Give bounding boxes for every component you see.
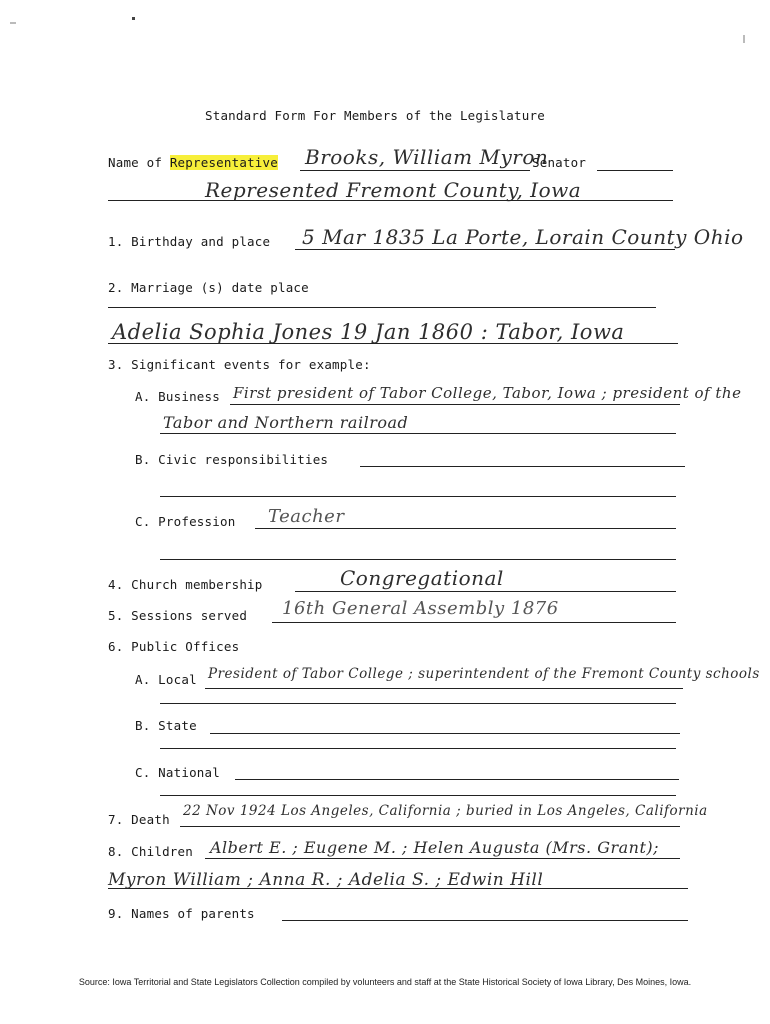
- parents-line: [282, 920, 688, 921]
- sessions-value: 16th General Assembly 1876: [282, 598, 559, 619]
- birthday-value: 5 Mar 1835 La Porte, Lorain County Ohio: [302, 225, 744, 249]
- civic-label: B. Civic responsibilities: [135, 452, 329, 467]
- children-value-2: Myron William ; Anna R. ; Adelia S. ; Edwin Hill: [108, 870, 544, 890]
- church-line: [295, 591, 676, 592]
- church-value: Congregational: [340, 566, 504, 590]
- national-label: C. National: [135, 765, 220, 780]
- local-line-2: [160, 703, 676, 704]
- scan-speck: [10, 22, 16, 24]
- marriage-label: 2. Marriage (s) date place: [108, 280, 309, 295]
- marriage-line: [108, 343, 678, 344]
- civic-line-2: [160, 496, 676, 497]
- profession-line-2: [160, 559, 676, 560]
- represented-line: [108, 200, 673, 201]
- children-value-1: Albert E. ; Eugene M. ; Helen Augusta (Mrs. Grant);: [210, 838, 660, 857]
- representative-label: Representative: [169, 155, 278, 170]
- profession-line-1: [255, 528, 676, 529]
- state-line-1: [210, 733, 680, 734]
- profession-value: Teacher: [268, 506, 345, 527]
- children-line-1: [205, 858, 680, 859]
- civic-line-1: [360, 466, 685, 467]
- name-line: [300, 170, 530, 171]
- birthday-line: [295, 249, 675, 250]
- sessions-label: 5. Sessions served: [108, 608, 248, 623]
- state-label: B. State: [135, 718, 197, 733]
- represented-text: Represented Fremont County, Iowa: [205, 178, 582, 202]
- church-label: 4. Church membership: [108, 577, 263, 592]
- parents-label: 9. Names of parents: [108, 906, 255, 921]
- business-line-2: [160, 433, 676, 434]
- scan-speck: [743, 35, 745, 43]
- senator-line: [597, 170, 673, 171]
- national-line-2: [160, 795, 676, 796]
- children-line-2: [108, 888, 688, 889]
- death-line: [180, 826, 680, 827]
- senator-label: Senator: [532, 155, 587, 170]
- representative-name: Brooks, William Myron: [305, 145, 549, 169]
- marriage-value: Adelia Sophia Jones 19 Jan 1860 : Tabor, Iowa: [112, 320, 625, 344]
- profession-label: C. Profession: [135, 514, 236, 529]
- local-label: A. Local: [135, 672, 197, 687]
- business-label: A. Business: [135, 389, 220, 404]
- public-offices-label: 6. Public Offices: [108, 639, 240, 654]
- business-line-1: [230, 404, 680, 405]
- state-line-2: [160, 748, 676, 749]
- children-label: 8. Children: [108, 844, 193, 859]
- name-of-text: Name of: [108, 155, 163, 170]
- local-line-1: [205, 688, 683, 689]
- form-title: Standard Form For Members of the Legislature: [205, 108, 545, 123]
- business-value-2: Tabor and Northern railroad: [163, 413, 409, 432]
- scan-speck: [132, 17, 135, 20]
- death-value: 22 Nov 1924 Los Angeles, California ; buried in Los Angeles, California: [183, 803, 708, 819]
- national-line-1: [235, 779, 679, 780]
- marriage-top-line: [108, 307, 656, 308]
- events-label: 3. Significant events for example:: [108, 357, 371, 372]
- birthday-label: 1. Birthday and place: [108, 234, 271, 249]
- business-value-1: First president of Tabor College, Tabor, Iowa ; president of the: [233, 384, 742, 402]
- death-label: 7. Death: [108, 812, 170, 827]
- sessions-line: [272, 622, 676, 623]
- source-footer: Source: Iowa Territorial and State Legislators Collection compiled by volunteers and staff at the State Historical Society of Iowa Library, Des Moines, Iowa.: [78, 977, 692, 987]
- name-label: [108, 155, 278, 170]
- local-value: President of Tabor College ; superintendent of the Fremont County schools: [208, 666, 760, 682]
